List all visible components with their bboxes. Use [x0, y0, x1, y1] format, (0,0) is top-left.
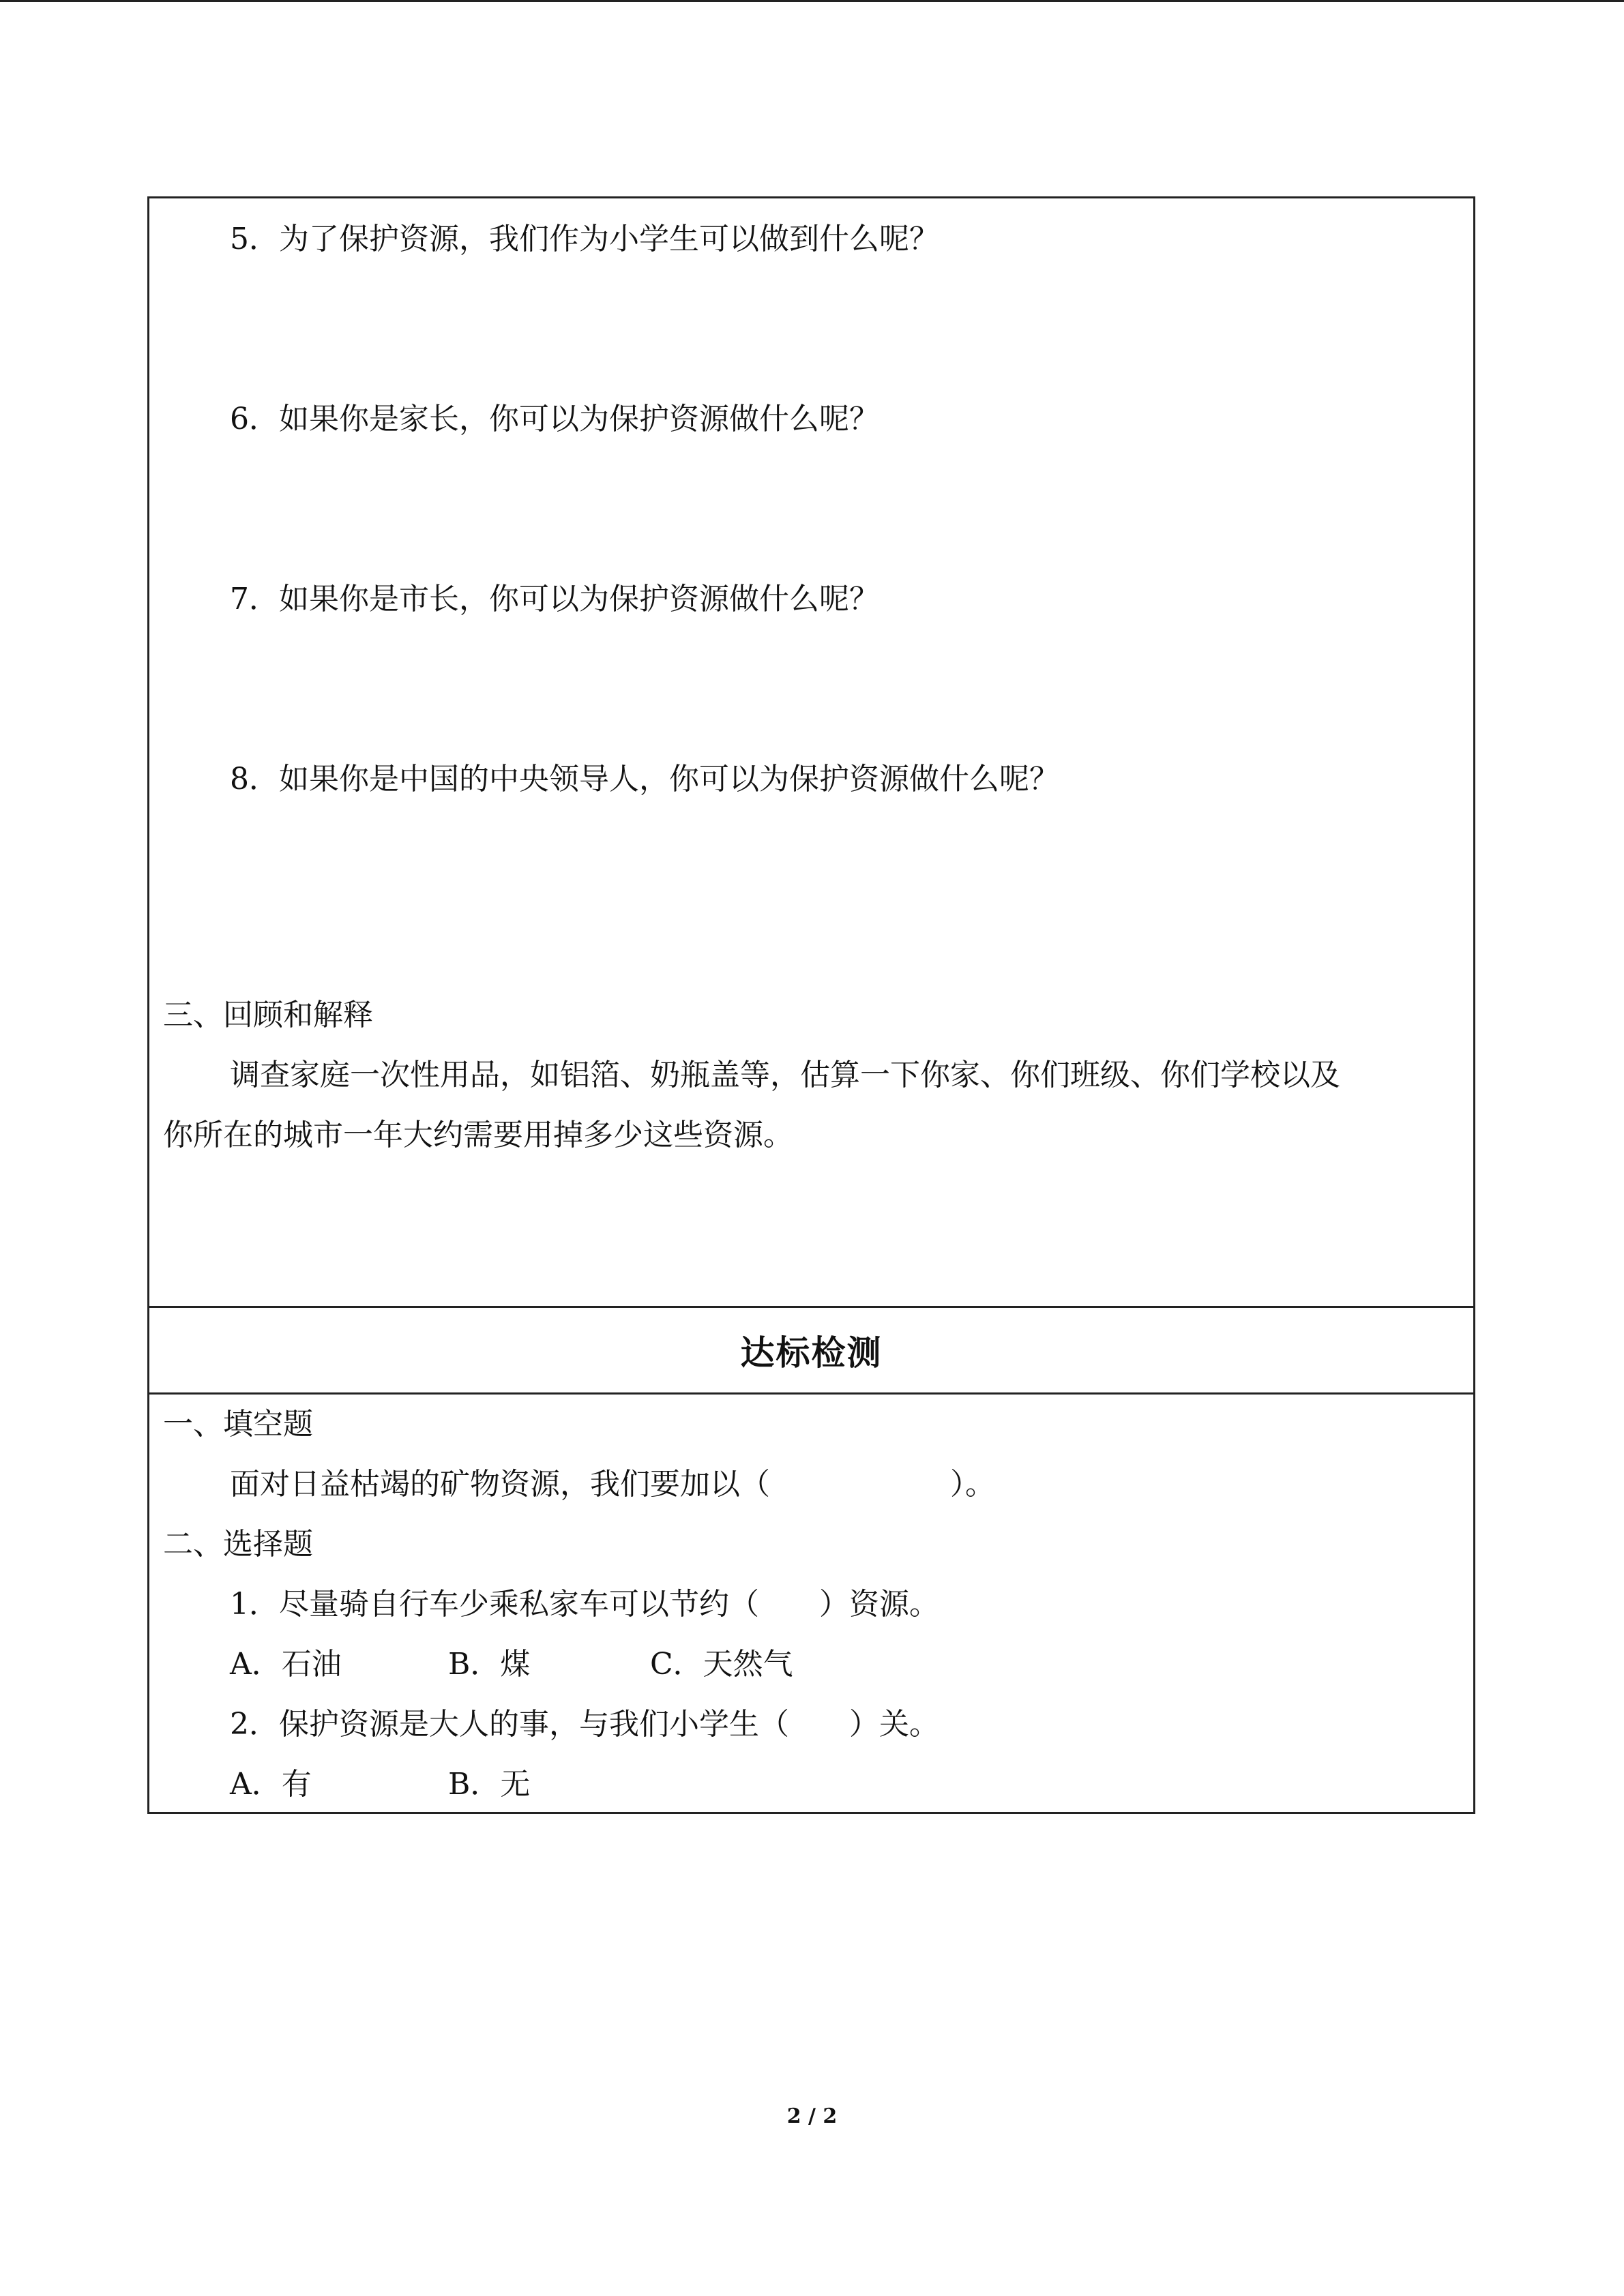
section-3-text-line-1: 调查家庭一次性用品，如铝箔、奶瓶盖等，估算一下你家、你们班级、你们学校以及: [230, 1058, 1340, 1092]
worksheet-table: [147, 196, 1475, 1814]
section-title-cell: [149, 1306, 1473, 1395]
section-title: 达标检测: [740, 1332, 883, 1373]
assessment-cell: [149, 1395, 1473, 1812]
choice-1-option-c: C．天然气: [650, 1647, 793, 1682]
choice-question-1: 1．尽量骑自行车少乘私家车可以节约（ ）资源。: [230, 1587, 939, 1622]
choice-1-option-b: B．煤: [448, 1647, 531, 1682]
choice-1-option-a: A．石油: [230, 1647, 342, 1682]
question-7: 7．如果你是市长，你可以为保护资源做什么呢？: [230, 582, 879, 616]
section-3-heading: 三、回顾和解释: [163, 998, 373, 1032]
page-number: 2 / 2: [786, 2104, 838, 2128]
choice-question-2: 2．保护资源是大人的事，与我们小学生（ ）关。: [230, 1707, 939, 1742]
multiple-choice-heading: 二、选择题: [163, 1527, 313, 1562]
question-6: 6．如果你是家长，你可以为保护资源做什么呢？: [230, 402, 879, 436]
question-5: 5．为了保护资源，我们作为小学生可以做到什么呢？: [230, 222, 939, 256]
section-3-text-line-2: 你所在的城市一年大约需要用掉多少这些资源。: [163, 1118, 793, 1152]
practice-questions-cell: [149, 198, 1473, 1306]
top-border-line: [0, 0, 1624, 2]
fill-blank-heading: 一、填空题: [163, 1407, 313, 1442]
fill-blank-question: 面对日益枯竭的矿物资源，我们要加以（ ）。: [230, 1467, 995, 1502]
question-8: 8．如果你是中国的中央领导人，你可以为保护资源做什么呢？: [230, 762, 1059, 796]
choice-2-option-b: B．无: [448, 1767, 531, 1802]
choice-2-option-a: A．有: [230, 1767, 312, 1802]
